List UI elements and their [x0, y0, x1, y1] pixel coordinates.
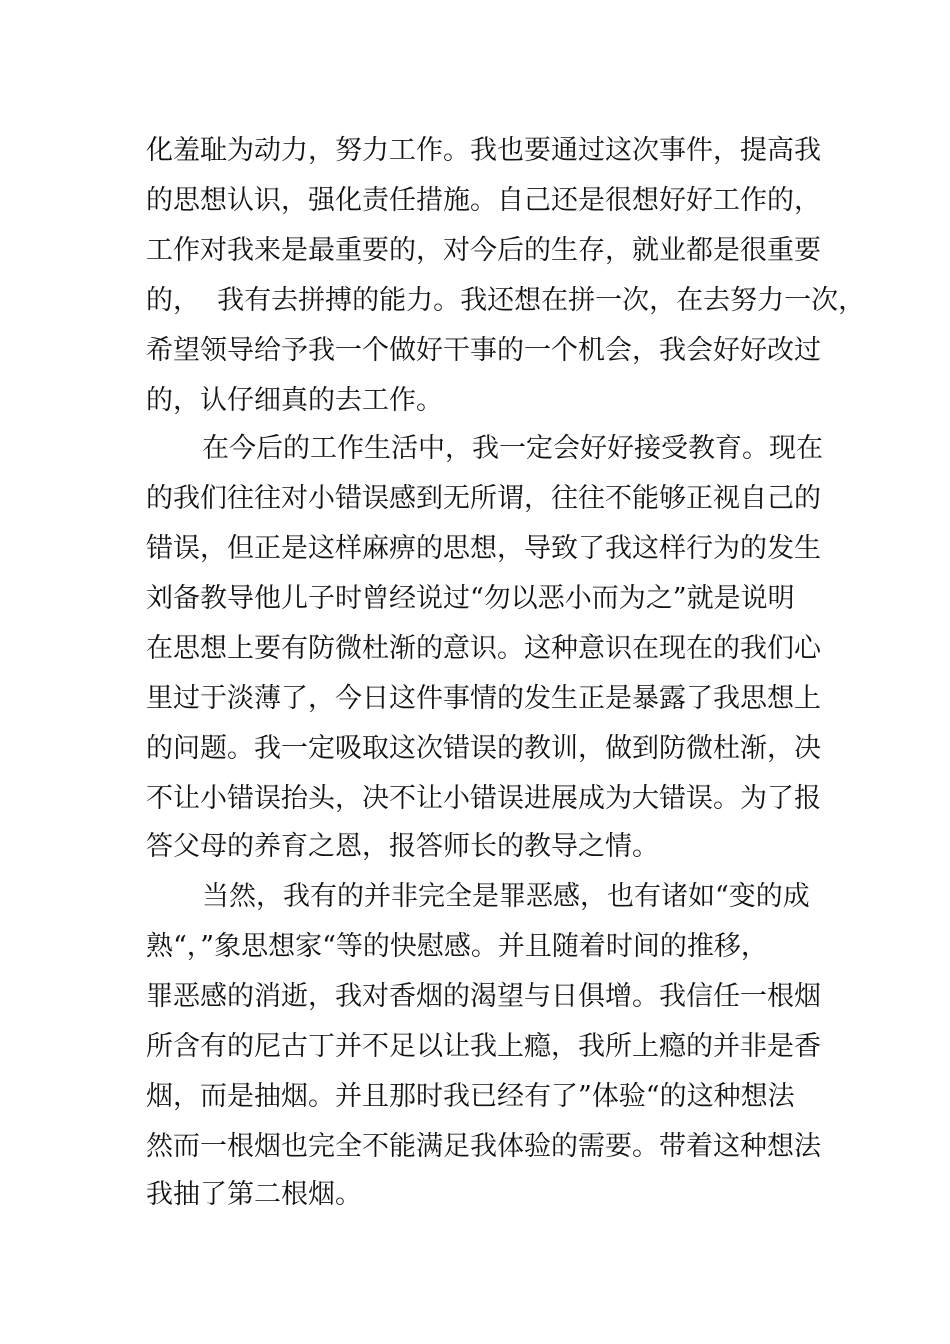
text-line: 罪恶感的消逝，我对香烟的渴望与日俱增。我信任一根烟 — [146, 981, 821, 1012]
text-line: 的，认仔细真的去工作。 — [146, 385, 443, 416]
text-line: 不让小错误抬头，决不让小错误进展成为大错误。为了报 — [146, 783, 821, 814]
text-line: 刘备教导他儿子时曾经说过“勿以恶小而为之”就是说明 — [146, 583, 795, 614]
paragraph-first-line: 当然，我有的并非完全是罪恶感，也有诸如“变的成 — [202, 881, 810, 912]
text-line: 我抽了第二根烟。 — [146, 1179, 362, 1210]
text-line: 工作对我来是最重要的，对今后的生存，就业都是很重要 — [146, 235, 821, 266]
text-line: 所含有的尼古丁并不足以让我上瘾，我所上瘾的并非是香 — [146, 1031, 821, 1062]
text-line: 里过于淡薄了，今日这件事情的发生正是暴露了我思想上 — [146, 683, 821, 714]
text-line: 错误，但正是这样麻痹的思想，导致了我这样行为的发生 — [146, 533, 821, 564]
text-line: 熟“，”象思想家“等的快慰感。并且随着时间的推移， — [146, 931, 768, 962]
text-line: 希望领导给予我一个做好干事的一个机会，我会好好改过 — [146, 335, 821, 366]
text-line: 烟，而是抽烟。并且那时我已经有了”体验“的这种想法 — [146, 1081, 795, 1112]
text-line: 的， 我有去拼搏的能力。我还想在拼一次，在去努力一次， — [146, 285, 866, 316]
text-line: 然而一根烟也完全不能满足我体验的需要。带着这种想法 — [146, 1131, 821, 1162]
text-line: 化羞耻为动力，努力工作。我也要通过这次事件，提高我 — [146, 135, 821, 166]
text-line: 的我们往往对小错误感到无所谓，往往不能够正视自己的 — [146, 483, 821, 514]
text-line: 答父母的养育之恩，报答师长的教导之情。 — [146, 831, 659, 862]
text-line: 的思想认识，强化责任措施。自己还是很想好好工作的， — [146, 185, 821, 216]
text-line: 在思想上要有防微杜渐的意识。这种意识在现在的我们心 — [146, 633, 821, 664]
text-line: 的问题。我一定吸取这次错误的教训，做到防微杜渐，决 — [146, 733, 821, 764]
paragraph-first-line: 在今后的工作生活中，我一定会好好接受教育。现在 — [202, 433, 823, 464]
